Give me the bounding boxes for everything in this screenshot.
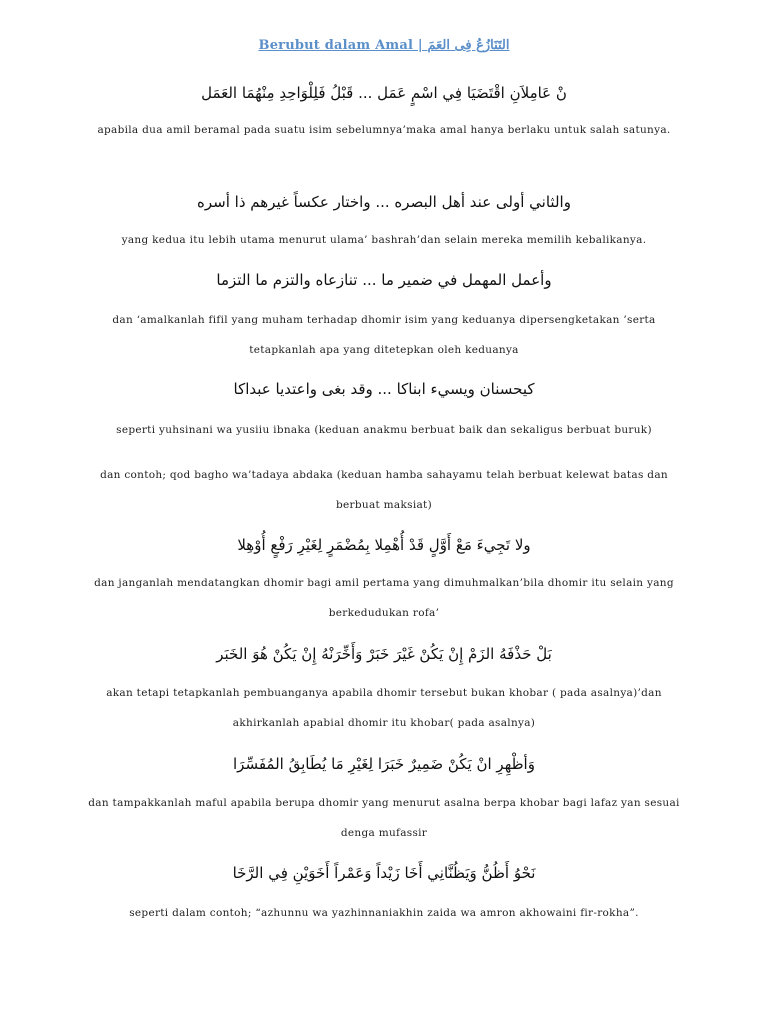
translation-2: yang kedua itu lebih utama menurut ulama’ bashrah’dan selain mereka memilih kebalikanya. [121,234,647,246]
arabic-verse-5: ولا تَجِيءَ مَعْ أَوَّلٍ قَدْ أُهْمِلا بِمُضْمَرٍ لِغَيْرِ رَفْعٍ أُوْهِلا [237,536,531,554]
translation-4: seperti yuhsinani wa yusiiu ibnaka (keduan anakmu berbuat baik dan sekaligus berbuat buruk) [116,424,652,436]
arabic-verse-4: كيحسنان ويسيء ابناكا ... وقد بغى واعتديا عبداكا [233,380,535,398]
translation-8: dan tampakkanlah maful apabila berupa dhomir yang menurut asalna berpa khobar bagi lafaz yan sesuai denga mufassir [88,797,680,839]
translation-7: akan tetapi tetapkanlah pembuanganya apabila dhomir tersebut bukan khobar ( pada asalnya)’dan akhirkanlah apabial dhomir itu khobar( pada asalnya) [106,687,662,729]
translation-9: seperti dalam contoh; “azhunnu wa yazhinnaniakhin zaida wa amron akhowaini fir-rokha”. [129,907,639,919]
arabic-verse-3: وأعمل المهمل في ضمير ما ... تنازعاه والتزم ما التزما [216,271,552,289]
translation-6: dan janganlah mendatangkan dhomir bagi amil pertama yang dimuhmalkan’bila dhomir itu selain yang berkedudukan rofa’ [94,577,674,619]
arabic-verse-2: والثاني أولى عند أهل البصره ... واختار عكساً غيرهم ذا أسره [197,193,571,211]
translation-1: apabila dua amil beramal pada suatu isim sebelumnya’maka amal hanya berlaku untuk salah satunya. [97,124,671,136]
arabic-verse-8: نَحْوُ أَظُنُّ وَيَظُنَّانِي أَخَا زَيْداً وَعَمْراً أَخَوَيْنِ فِي الرَّخَا [232,864,536,882]
arabic-verse-7: وَأظْهِرِ انْ يَكُنْ ضَمِيرٌ خَبَرَا لِغَيْرِ مَا يُطَابِقُ المُفَسِّرَا [233,755,535,773]
translation-3: dan ‘amalkanlah fifil yang muham terhadap dhomir isim yang keduanya dipersengketakan ’serta tetapkanlah apa yang ditetepkan oleh keduanya [112,314,656,356]
arabic-verse-1: نْ عَامِلاَنِ اقْتَضَيَا فِي اسْمٍ عَمَل ... قَبْلُ فَلِلْوَاحِدِ مِنْهُمَا العَمَل [201,84,567,102]
arabic-verse-6: بَلْ حَذْفَهُ الزَمْ إِنْ يَكُنْ غَيْرَ خَبَرْ وَأَخِّرَنْهُ إِنْ يَكُنْ هُوَ الخَبَر [216,645,552,663]
translation-5: dan contoh; qod bagho wa’tadaya abdaka (keduan hamba sahayamu telah berbuat kelewat batas dan berbuat maksiat) [100,469,668,511]
page-title: Berubut dalam Amal | التَنَازُعُ فِى العَمَ [258,38,510,53]
